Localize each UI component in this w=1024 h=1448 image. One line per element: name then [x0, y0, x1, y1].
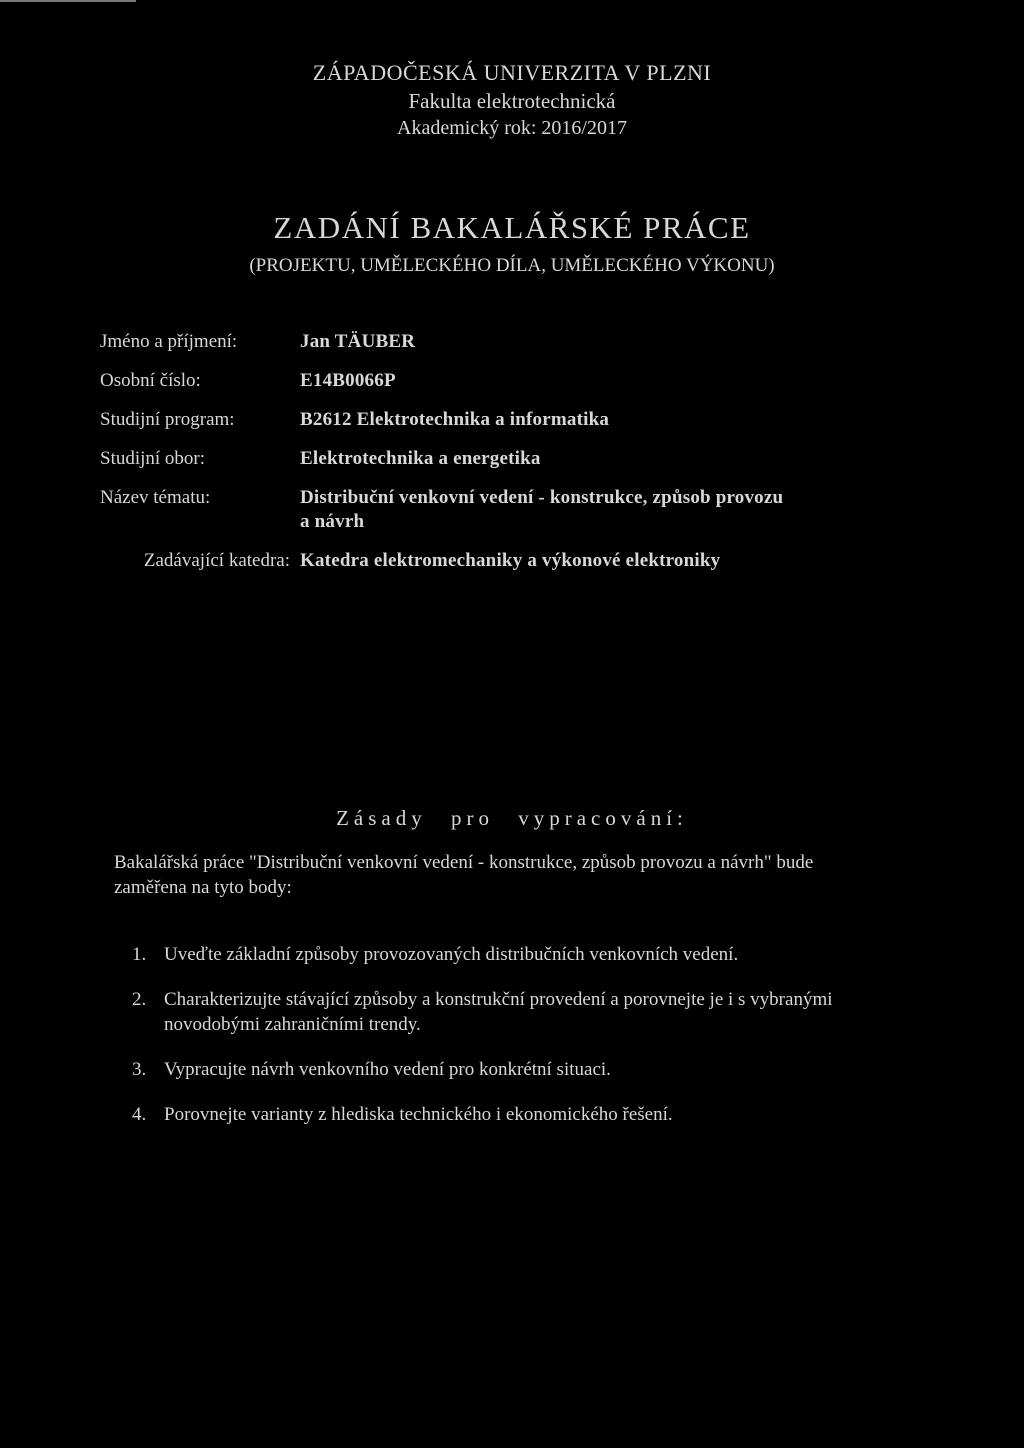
- name-label: Jméno a příjmení:: [100, 331, 238, 352]
- list-item: [132, 1102, 932, 1127]
- university-name: ZÁPADOČESKÁ UNIVERZITA V PLZNI: [312, 60, 712, 85]
- info-row-topic: [100, 486, 980, 534]
- scan-edge-line: [0, 0, 136, 2]
- info-row-field: [100, 447, 980, 471]
- student-info: [100, 330, 980, 588]
- program-value: B2612 Elektrotechnika a informatika: [300, 409, 610, 430]
- principles-heading: Zásady pro vypracování:: [336, 806, 688, 830]
- list-item-number: 4.: [132, 1104, 147, 1125]
- list-item-number: 2.: [132, 989, 147, 1010]
- info-row-department: [100, 549, 980, 573]
- faculty-name: Fakulta elektrotechnická: [408, 89, 616, 113]
- principles-intro-line2: zaměřena na tyto body:: [114, 877, 292, 898]
- name-value: Jan TÄUBER: [300, 331, 416, 352]
- list-item: [132, 987, 932, 1037]
- list-item-text: Charakterizujte stávající způsoby a konstrukční provedení a porovnejte je i s vybranými novodobými zahraničními trendy.: [164, 989, 833, 1035]
- topic-value: [300, 486, 980, 534]
- document-header: [0, 58, 1024, 142]
- list-item-text: Vypracujte návrh venkovního vedení pro konkrétní situaci.: [164, 1059, 611, 1080]
- title-main: ZADÁNÍ BAKALÁŘSKÉ PRÁCE: [273, 210, 751, 245]
- list-item: [132, 1057, 932, 1082]
- info-row-id: [100, 369, 980, 393]
- field-label: Studijní obor:: [100, 448, 206, 469]
- topic-value-line1: Distribuční venkovní vedení - konstrukce, způsob provozu: [300, 487, 784, 508]
- department-label: Zadávající katedra:: [143, 550, 290, 571]
- list-item: [132, 942, 932, 967]
- topic-label: Název tématu:: [100, 487, 211, 508]
- list-item-number: 3.: [132, 1059, 147, 1080]
- info-row-name: [100, 330, 980, 354]
- department-value: Katedra elektromechaniky a výkonové elektroniky: [300, 550, 721, 571]
- title-subtitle: (PROJEKTU, UMĚLECKÉHO DÍLA, UMĚLECKÉHO VÝKONU): [249, 255, 775, 276]
- principles-list: [132, 942, 932, 1147]
- principles-intro-line1: Bakalářská práce "Distribuční venkovní vedení - konstrukce, způsob provozu a návrh" bude: [114, 852, 814, 873]
- program-label: Studijní program:: [100, 409, 235, 430]
- list-item-number: 1.: [132, 944, 147, 965]
- id-value: E14B0066P: [300, 370, 396, 391]
- topic-value-line2: a návrh: [300, 511, 365, 532]
- id-label: Osobní číslo:: [100, 370, 201, 391]
- academic-year: Akademický rok: 2016/2017: [397, 117, 627, 139]
- info-row-program: [100, 408, 980, 432]
- field-value: Elektrotechnika a energetika: [300, 448, 541, 469]
- list-item-text: Porovnejte varianty z hlediska technického i ekonomického řešení.: [164, 1104, 673, 1125]
- list-item-text: Uveďte základní způsoby provozovaných distribučních venkovních vedení.: [164, 944, 739, 965]
- principles-intro: [114, 850, 934, 900]
- document-title: [0, 208, 1024, 280]
